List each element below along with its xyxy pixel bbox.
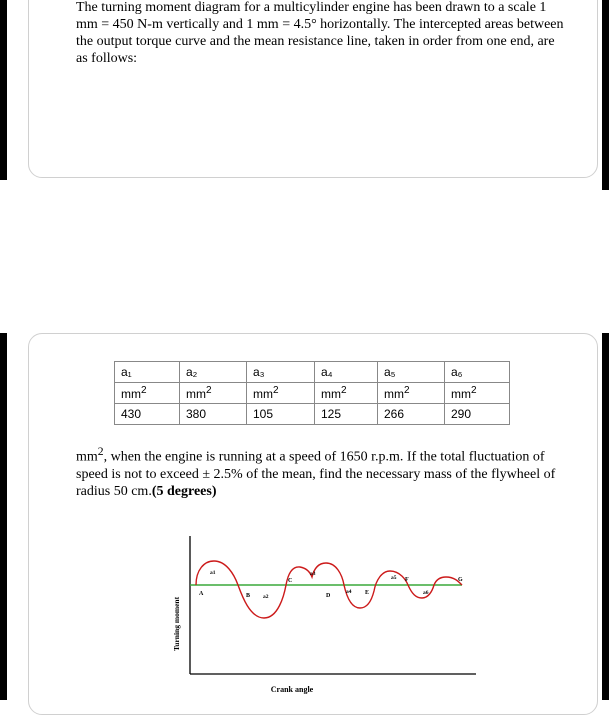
area-unit-sup: 2 [206,385,212,396]
area-label-a3: a3 [310,571,316,577]
area-unit-sup: 2 [471,385,477,396]
continuation-text: , when the engine is running at a speed of 1650 r.p.m. If the total fluctuation of speed is not to exceed ± 2.5% of the mean, find the necessary mass of the flywheel of radius 50 cm. [76,449,556,499]
area-label-a4: a4 [346,589,352,595]
area-unit: mm [253,387,273,401]
area-header: a₃ [247,362,315,383]
area-unit-cell [115,383,180,404]
areas-value-row [115,404,510,425]
area-unit-cell [180,383,247,404]
area-unit-cell [378,383,445,404]
screen-edge-right-bottom [602,333,609,700]
point-label-d: D [326,593,331,599]
area-value: 125 [315,404,378,425]
y-axis-label: Turning moment [172,596,181,652]
marks-label: (5 degrees) [151,483,217,499]
continuation-unit-sup: 2 [97,445,104,458]
area-unit: mm [384,387,404,401]
area-value: 266 [378,404,445,425]
area-value: 105 [247,404,315,425]
screen-edge-right-top [602,0,609,190]
area-unit: mm [451,387,471,401]
area-label-a6: a6 [423,590,429,596]
area-unit-cell [315,383,378,404]
area-value: 380 [180,404,247,425]
area-header: a₅ [378,362,445,383]
point-label-e: E [365,590,370,596]
problem-intro: The turning moment diagram for a multicylinder engine has been drawn to a scale 1 mm = 450 N-m vertically and 1 mm = 4.5° horizontally. The intercepted areas between the output torque curve and the mean resistance line, taken in order from one end, are as follows: [76,0,564,66]
area-header: a₆ [445,362,510,383]
area-header: a₂ [180,362,247,383]
area-unit-cell [247,383,315,404]
area-unit-cell [445,383,510,404]
point-label-f: F [405,577,409,583]
point-label-a: A [199,591,204,597]
point-label-g: G [458,577,463,583]
area-label-a5: a5 [391,575,397,581]
point-label-c: C [288,578,293,584]
area-value: 430 [115,404,180,425]
areas-unit-row [115,383,510,404]
area-unit-sup: 2 [404,385,410,396]
area-header: a₁ [115,362,180,383]
areas-table [114,361,510,425]
area-label-a1: a1 [210,570,216,576]
screen-edge-left-bottom [0,333,7,700]
x-axis-label: Crank angle [270,685,314,694]
area-unit: mm [121,387,141,401]
area-header: a₄ [315,362,378,383]
area-value: 290 [445,404,510,425]
continuation-unit: mm [76,449,98,465]
area-unit: mm [186,387,206,401]
area-unit: mm [321,387,341,401]
turning-moment-diagram [160,536,480,696]
area-label-a2: a2 [263,594,269,600]
problem-continuation [76,443,566,500]
area-unit-sup: 2 [273,385,279,396]
areas-header-row [115,362,510,383]
area-unit-sup: 2 [341,385,347,396]
screen-edge-left-top [0,0,7,180]
area-unit-sup: 2 [141,385,147,396]
point-label-b: B [246,593,251,599]
